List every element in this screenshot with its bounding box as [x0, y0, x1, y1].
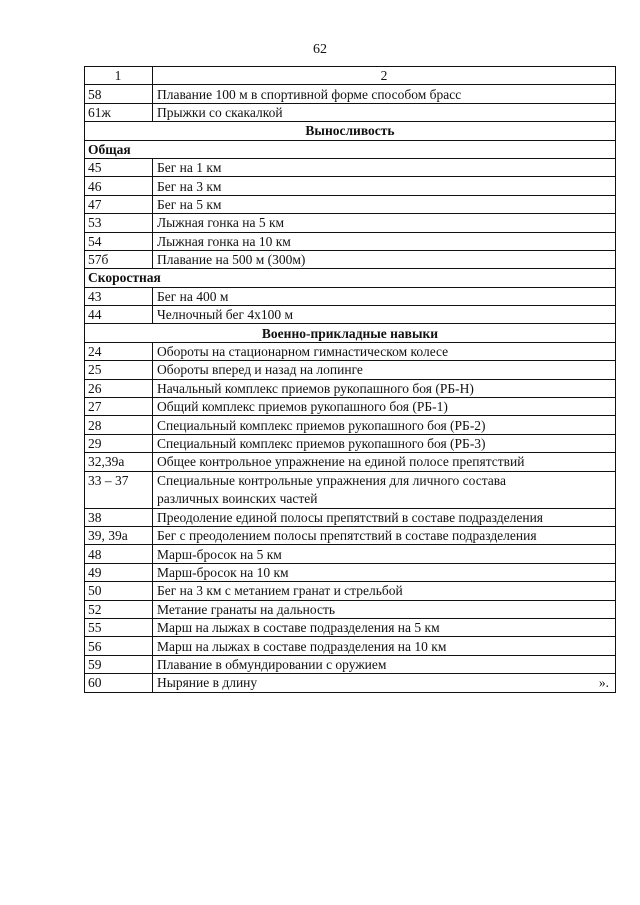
table-row [85, 655, 616, 673]
exercise-number: 56 [85, 637, 153, 655]
exercise-name: Бег на 400 м [153, 287, 616, 305]
exercise-name: Специальный комплекс приемов рукопашного боя (РБ-3) [153, 434, 616, 452]
section-header-endurance [85, 122, 616, 140]
exercise-name: Лыжная гонка на 10 км [153, 232, 616, 250]
closing-quote-mark: ». [598, 675, 609, 691]
exercise-number: 58 [85, 85, 153, 103]
header-col-1: 1 [85, 67, 153, 85]
exercise-name: Челночный бег 4х100 м [153, 306, 616, 324]
exercise-number: 45 [85, 158, 153, 176]
exercise-name: Бег на 3 км с метанием гранат и стрельбой [153, 582, 616, 600]
exercise-number: 49 [85, 563, 153, 581]
table-row [85, 545, 616, 563]
exercise-name-line-2: различных воинских частей [157, 490, 318, 506]
table-row [85, 471, 616, 508]
exercise-number: 57б [85, 250, 153, 268]
table-row [85, 674, 616, 692]
exercise-number: 53 [85, 214, 153, 232]
table-row [85, 287, 616, 305]
exercise-number: 38 [85, 508, 153, 526]
subsection-header-speed [85, 269, 616, 287]
exercise-name: Бег на 5 км [153, 195, 616, 213]
exercise-number: 52 [85, 600, 153, 618]
table-row [85, 306, 616, 324]
exercise-number: 26 [85, 379, 153, 397]
exercise-name: Ныряние в длину [157, 675, 258, 691]
table-row [85, 637, 616, 655]
table-row [85, 250, 616, 268]
exercise-table [84, 66, 616, 693]
exercise-name: Начальный комплекс приемов рукопашного боя (РБ-Н) [153, 379, 616, 397]
table-row [85, 195, 616, 213]
exercise-name: Общий комплекс приемов рукопашного боя (РБ-1) [153, 398, 616, 416]
table-row [85, 618, 616, 636]
exercise-name: Метание гранаты на дальность [153, 600, 616, 618]
section-header-military [85, 324, 616, 342]
table-row [85, 232, 616, 250]
exercise-number: 24 [85, 342, 153, 360]
header-col-2: 2 [153, 67, 616, 85]
exercise-number: 33 – 37 [85, 471, 153, 508]
exercise-name: Специальный комплекс приемов рукопашного боя (РБ-2) [153, 416, 616, 434]
subsection-title: Скоростная [85, 269, 616, 287]
exercise-name: Обороты на стационарном гимнастическом колесе [153, 342, 616, 360]
exercise-number: 60 [85, 674, 153, 692]
exercise-number: 48 [85, 545, 153, 563]
table-row [85, 342, 616, 360]
table-row [85, 563, 616, 581]
exercise-name: Лыжная гонка на 5 км [153, 214, 616, 232]
table-row [85, 526, 616, 544]
table-row [85, 214, 616, 232]
table-row [85, 582, 616, 600]
exercise-name: Марш на лыжах в составе подразделения на 5 км [153, 618, 616, 636]
exercise-name: Прыжки со скакалкой [153, 103, 616, 121]
exercise-number: 25 [85, 361, 153, 379]
exercise-name: Общее контрольное упражнение на единой полосе препятствий [153, 453, 616, 471]
exercise-number: 27 [85, 398, 153, 416]
exercise-name: Бег с преодолением полосы препятствий в составе подразделения [153, 526, 616, 544]
exercise-name: Бег на 1 км [153, 158, 616, 176]
exercise-name-line-1: Специальные контрольные упражнения для личного состава [157, 472, 506, 488]
exercise-name: Плавание 100 м в спортивной форме способом брасс [153, 85, 616, 103]
page-number: 62 [313, 42, 327, 57]
table-row [85, 508, 616, 526]
exercise-number: 44 [85, 306, 153, 324]
table-header-row [85, 67, 616, 85]
exercise-number: 54 [85, 232, 153, 250]
exercise-number: 28 [85, 416, 153, 434]
table-row [85, 361, 616, 379]
exercise-name: Плавание в обмундировании с оружием [153, 655, 616, 673]
exercise-name: Обороты вперед и назад на лопинге [153, 361, 616, 379]
exercise-name: Марш на лыжах в составе подразделения на 10 км [153, 637, 616, 655]
exercise-name [153, 471, 616, 508]
table-row [85, 600, 616, 618]
exercise-number: 47 [85, 195, 153, 213]
section-title: Военно-прикладные навыки [85, 324, 616, 342]
exercise-name: Плавание на 500 м (300м) [153, 250, 616, 268]
exercise-number: 43 [85, 287, 153, 305]
exercise-number: 32,39а [85, 453, 153, 471]
exercise-number: 29 [85, 434, 153, 452]
table-row [85, 85, 616, 103]
exercise-number: 46 [85, 177, 153, 195]
exercise-number: 55 [85, 618, 153, 636]
table-row [85, 453, 616, 471]
exercise-name: Марш-бросок на 5 км [153, 545, 616, 563]
table-row [85, 103, 616, 121]
exercise-number: 39, 39а [85, 526, 153, 544]
exercise-number: 61ж [85, 103, 153, 121]
exercise-name: Бег на 3 км [153, 177, 616, 195]
table-row [85, 158, 616, 176]
exercise-name: Марш-бросок на 10 км [153, 563, 616, 581]
exercise-number: 59 [85, 655, 153, 673]
exercise-number: 50 [85, 582, 153, 600]
subsection-header-general [85, 140, 616, 158]
table-row [85, 379, 616, 397]
subsection-title: Общая [85, 140, 616, 158]
section-title: Выносливость [85, 122, 616, 140]
table-row [85, 177, 616, 195]
exercise-name-cell [153, 674, 616, 692]
table-row [85, 398, 616, 416]
exercise-name: Преодоление единой полосы препятствий в составе подразделения [153, 508, 616, 526]
table-row [85, 416, 616, 434]
table-row [85, 434, 616, 452]
